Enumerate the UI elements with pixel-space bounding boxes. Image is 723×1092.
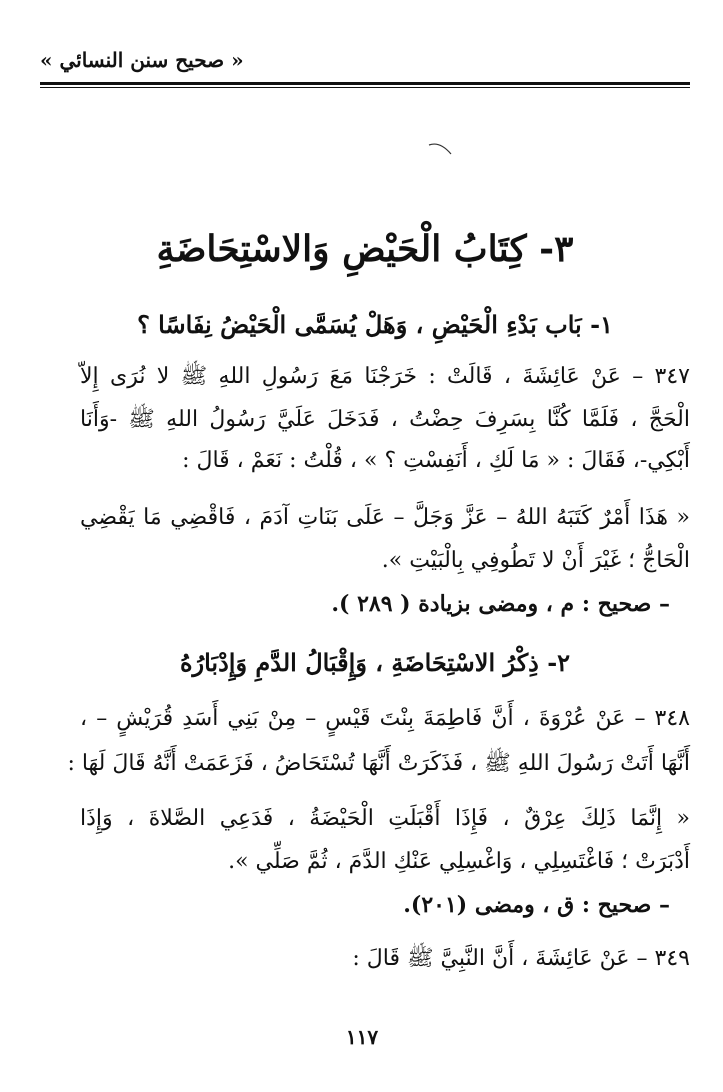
quote-line: « إِنَّمَا ذَلِكَ عِرْقٌ ، فَإِذَا أَقْبَلَتِ الْحَيْضَةُ ، فَدَعِي الصَّلاةَ ، وَإِذَا (80, 806, 690, 831)
quote-line: الْحَاجُّ ؛ غَيْرَ أَنْ لا تَطُوفِي بِالْبَيْتِ ». (381, 548, 690, 573)
header-rule-thick (40, 82, 690, 85)
header-rule-thin (40, 87, 690, 88)
section-heading-1: ١- بَاب بَدْءِ الْحَيْضِ ، وَهَلْ يُسَمَّى الْحَيْضُ نِفَاسًا ؟ (137, 310, 613, 339)
section-heading-2: ٢- ذِكْرُ الاسْتِحَاضَةِ ، وَإِقْبَالُ الدَّمِ وَإِدْبَارُهُ (179, 648, 571, 677)
grading-note-2: – صحيح : ق ، ومضى (٢٠١). (403, 892, 670, 918)
quote-line: أَدْبَرَتْ ؛ فَاغْتَسِلِي ، وَاغْسِلِي عَنْكِ الدَّمَ ، ثُمَّ صَلِّي ». (228, 849, 690, 874)
hadith-line: أَنَّهَا أَتَتْ رَسُولَ اللهِ ﷺ ، فَذَكَرَتْ أَنَّهَا تُسْتَحَاضُ ، فَزَعَمَتْ أَنَّهُ قَالَ لَهَا : (67, 751, 690, 776)
running-header-title: « صحيح سنن النسائي » (40, 48, 244, 72)
chapter-title: ٣- كِتَابُ الْحَيْضِ وَالاسْتِحَاضَةِ (156, 228, 574, 270)
hadith-line: أَبْكِي-، فَقَالَ : « مَا لَكِ ، أَنَفِسْتِ ؟ » ، قُلْتُ : نَعَمْ ، قَالَ : (182, 448, 690, 473)
hadith-line: ٣٤٨ – عَنْ عُرْوَةَ ، أَنَّ فَاطِمَةَ بِنْتَ قَيْسٍ – مِنْ بَنِي أَسَدِ قُرَيْشٍ – ، (80, 706, 690, 731)
page-number: ١١٧ (345, 1025, 379, 1049)
hadith-line: الْحَجَّ ، فَلَمَّا كُنَّا بِسَرِفَ حِضْتُ ، فَدَخَلَ عَلَيَّ رَسُولُ اللهِ ﷺ -وَأَنَا (80, 407, 690, 432)
stray-mark (428, 141, 452, 155)
grading-note-1: – صحيح : م ، ومضى بزيادة ( ٢٨٩ ). (331, 591, 670, 617)
quote-line: « هَذَا أَمْرٌ كَتَبَهُ اللهُ – عَزَّ وَجَلَّ – عَلَى بَنَاتِ آدَمَ ، فَاقْضِي مَا يَقْضِي (80, 505, 690, 530)
hadith-line: ٣٤٧ – عَنْ عَائِشَةَ ، قَالَتْ : خَرَجْنَا مَعَ رَسُولِ اللهِ ﷺ لا نُرَى إِلاّ (80, 364, 690, 389)
hadith-line: ٣٤٩ – عَنْ عَائِشَةَ ، أَنَّ النَّبِيَّ ﷺ قَالَ : (352, 946, 690, 971)
